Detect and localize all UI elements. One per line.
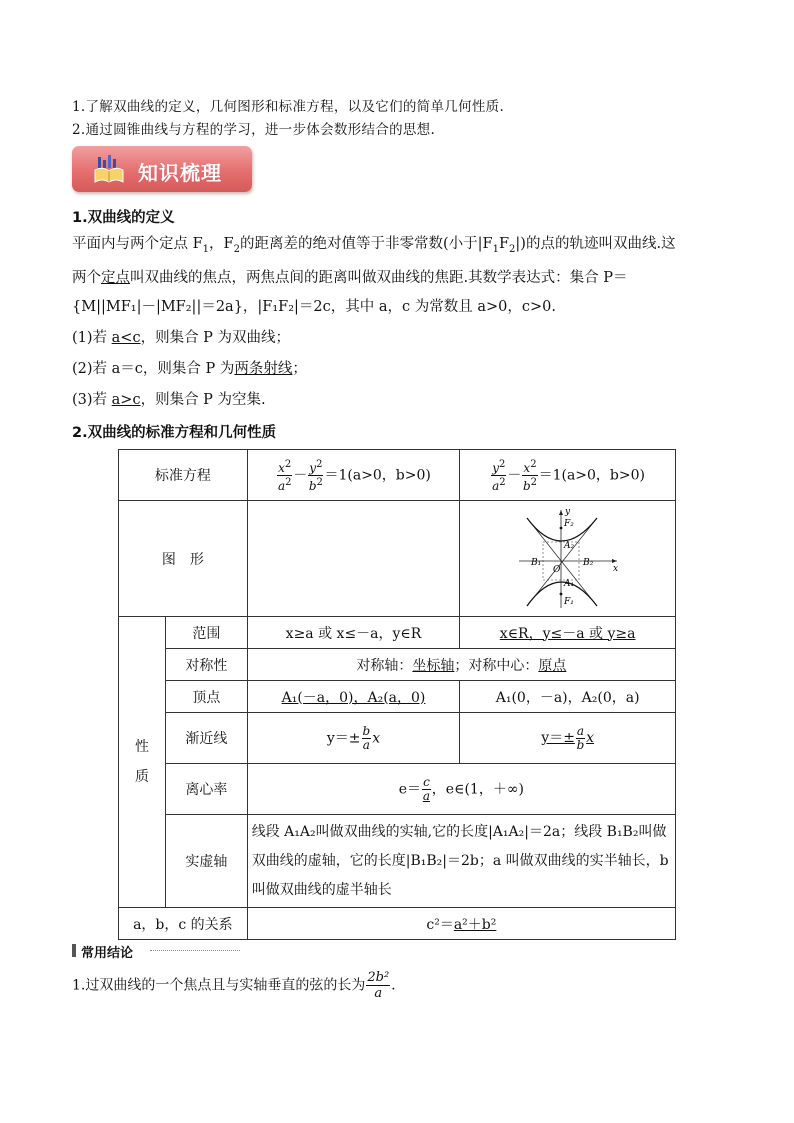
table-row (119, 649, 676, 681)
table-row (119, 617, 676, 649)
banner-title: 知识梳理 (138, 161, 222, 185)
axis-label: 实虚轴 (165, 815, 247, 908)
table-row (119, 713, 676, 764)
graph-cell-2 (460, 501, 676, 617)
graph-x-label: x (612, 563, 618, 574)
table-row (119, 681, 676, 713)
axis-text: 线段 A₁A₂叫做双曲线的实轴,它的长度|A₁A₂|＝2a；线段 B₁B₂叫做双曲线的虚轴，它的长度|B₁B₂|＝2b；a 叫做双曲线的实半轴长，b 叫做双曲线的虚半轴长 (247, 815, 675, 908)
graph-b1-label: B₁ (530, 557, 541, 568)
graph-origin-label: O (552, 564, 561, 575)
eccentricity-label: 离心率 (165, 764, 247, 815)
vertex-1: A₁(－a，0)，A₂(a，0) (247, 681, 460, 713)
relation-label: a，b，c 的关系 (119, 908, 248, 940)
note-1: 1.过双曲线的一个焦点且与实轴垂直的弦的长为 $\frac{\text{2b²}}{a}$ . (72, 970, 396, 1001)
asymptote-label: 渐近线 (165, 713, 247, 764)
table-row (119, 764, 676, 815)
equation-1: $\frac{x^2}{a^2}$ － $\frac{y^2}{b^2}$ ＝1(a>0，b>0) (247, 450, 460, 501)
section-banner (72, 146, 252, 192)
equation-2: $\frac{y^2}{a^2}$ － $\frac{x^2}{b^2}$ ＝1(a>0，b>0) (460, 450, 676, 501)
graph-cell-1 (247, 501, 460, 617)
range-label: 范围 (165, 617, 247, 649)
symmetry-value: 对称轴：坐标轴；对称中心：原点 (247, 649, 675, 681)
table-row (119, 908, 676, 940)
graph-b2-label: B₂ (582, 557, 593, 568)
range-2: x∈R，y≤－a 或 y≥a (460, 617, 676, 649)
vertex-label: 顶点 (165, 681, 247, 713)
vertex-2: A₁(0，－a)，A₂(0，a) (460, 681, 676, 713)
range-1: x≥a 或 x≤－a，y∈R (247, 617, 460, 649)
asymptote-1: y＝± $\frac{b}{a}$ x (247, 713, 460, 764)
condition-2: (2)若 a＝c，则集合 P 为两条射线； (72, 361, 307, 377)
notes-title: 常用结论 (81, 946, 134, 961)
std-label: 标准方程 (119, 450, 248, 501)
book-icon (92, 154, 126, 188)
symmetry-label: 对称性 (165, 649, 247, 681)
notes-header (72, 942, 672, 960)
graph-f2-label: F₂ (563, 518, 574, 529)
table-row (119, 501, 676, 617)
goal-2: 2.通过圆锥曲线与方程的学习，进一步体会数形结合的思想. (72, 122, 436, 138)
graph-a2-label: A₂ (563, 540, 574, 551)
section-2-title: 2.双曲线的标准方程和几何性质 (72, 425, 277, 441)
graph-f1-label: F₁ (563, 596, 574, 607)
notes-bar (72, 944, 76, 957)
condition-3: (3)若 a>c，则集合 P 为空集. (72, 392, 266, 408)
condition-1: (1)若 a<c，则集合 P 为双曲线； (72, 330, 291, 346)
notes-divider (150, 950, 240, 951)
goal-1: 1.了解双曲线的定义，几何图形和标准方程，以及它们的简单几何性质. (72, 99, 505, 115)
relation-value: c²＝a²＋b² (247, 908, 675, 940)
table-row (119, 450, 676, 501)
graph-y-label: y (564, 506, 570, 517)
props-label: 性质 (119, 617, 166, 908)
graph-label: 图 形 (119, 501, 248, 617)
properties-table (118, 449, 676, 940)
eccentricity-value: e＝ $\frac{c}{a}$ ，e∈(1，＋∞) (247, 764, 675, 815)
hyperbola-graph (513, 506, 623, 612)
definition-paragraph: 平面内与两个定点 $F_1$，$F_2$的距离差的绝对值等于非零常数(小于$|F_1F_2|$)的点的轨迹叫双曲线.这 两个定点叫双曲线的焦点，两焦点间的距离叫做双曲线的焦距.其数学表达式：集合 P＝ {M||MF₁|－|MF₂||＝2a}，|F₁F₂|＝2c，其中 a，c 为常数且 a>0，c>0. (72, 236, 676, 315)
table-row (119, 815, 676, 908)
asymptote-2: y＝± $\frac{a}{b}$ x (460, 713, 676, 764)
section-1-title: 1.双曲线的定义 (72, 210, 175, 226)
graph-a1-label: A₁ (563, 578, 574, 589)
